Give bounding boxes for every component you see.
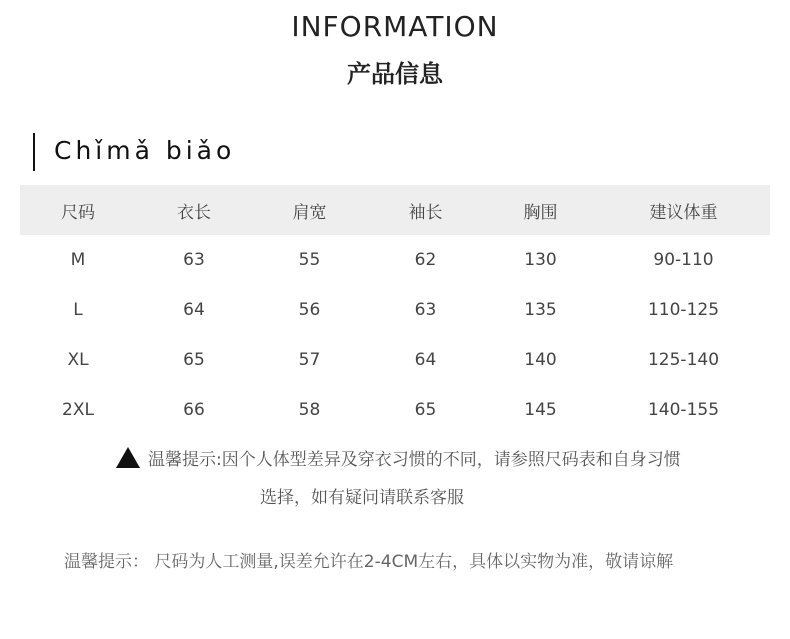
table-cell: 130 — [524, 250, 557, 270]
page-title-english: INFORMATION — [291, 10, 499, 43]
table-cell: 58 — [298, 400, 321, 420]
header-size: 尺码 — [61, 202, 95, 223]
table-cell: 66 — [183, 400, 205, 420]
table-cell: 140 — [524, 350, 557, 370]
table-cell: M — [70, 250, 86, 270]
size-table — [20, 185, 770, 435]
warning-triangle-icon — [116, 447, 140, 468]
table-cell: 57 — [298, 350, 321, 370]
table-cell: 110-125 — [647, 300, 720, 320]
table-cell: 65 — [414, 400, 437, 420]
measurement-note: 温馨提示： 尺码为人工测量,误差允许在2-4CM左右，具体以实物为准，敬请谅解 — [64, 552, 674, 572]
table-cell: 62 — [414, 250, 437, 270]
table-cell: 145 — [524, 400, 557, 420]
header-weight: 建议体重 — [649, 202, 718, 223]
header-sleeve: 袖长 — [408, 202, 443, 223]
table-cell: 64 — [414, 350, 437, 370]
header-chest: 胸围 — [523, 202, 558, 223]
table-cell: 125-140 — [647, 350, 720, 370]
table-cell: 135 — [524, 300, 557, 320]
table-header-row — [20, 185, 770, 235]
table-cell: 63 — [183, 250, 205, 270]
table-cell: 55 — [298, 250, 321, 270]
table-cell: 63 — [414, 300, 437, 320]
section-title: Chǐmǎ biǎo — [54, 136, 236, 165]
notice-text-1: 温馨提示:因个人体型差异及穿衣习惯的不同，请参照尺码表和自身习惯 — [148, 450, 681, 470]
table-cell: L — [73, 300, 83, 320]
table-row — [20, 285, 770, 335]
table-cell: 140-155 — [647, 400, 720, 420]
notice-text-2: 选择，如有疑问请联系客服 — [260, 488, 464, 508]
table-cell: 2XL — [62, 400, 94, 420]
table-cell: XL — [67, 350, 89, 370]
table-row — [20, 235, 770, 285]
notice-line-1 — [116, 445, 681, 470]
page-title-chinese: 产品信息 — [347, 60, 443, 88]
table-row — [20, 335, 770, 385]
table-cell: 65 — [183, 350, 205, 370]
table-cell: 90-110 — [653, 250, 714, 270]
table-row — [20, 385, 770, 435]
section-accent-bar — [33, 133, 35, 171]
header-length: 衣长 — [177, 202, 211, 223]
table-cell: 64 — [183, 300, 205, 320]
header-shoulder: 肩宽 — [292, 202, 327, 223]
table-cell: 56 — [298, 300, 321, 320]
